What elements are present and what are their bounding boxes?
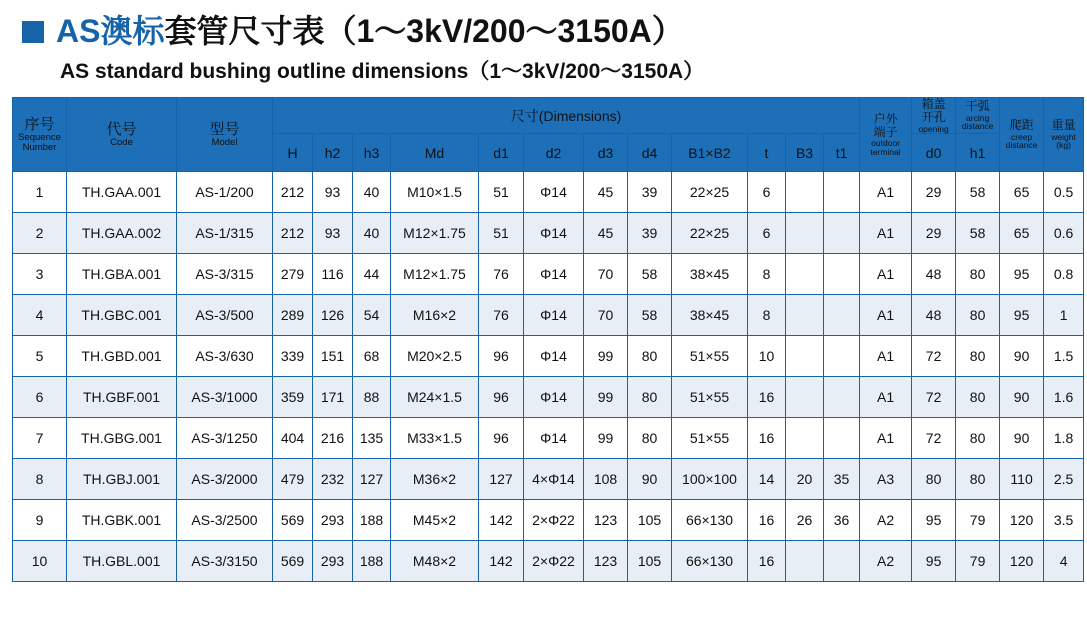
cell-b1b2: 22×25 (672, 213, 748, 254)
cell-h2: 93 (313, 172, 353, 213)
cell-code: TH.GBC.001 (67, 295, 177, 336)
cell-h3: 127 (353, 459, 391, 500)
cell-H: 569 (273, 500, 313, 541)
cell-Md: M16×2 (391, 295, 479, 336)
cell-weight: 1.6 (1044, 377, 1084, 418)
cell-d0: 80 (912, 459, 956, 500)
col-d3: d3 (584, 134, 628, 172)
cell-t: 8 (748, 295, 786, 336)
cell-d1: 51 (479, 172, 524, 213)
cell-no: 6 (13, 377, 67, 418)
cell-d4: 80 (628, 377, 672, 418)
cell-d2: Φ14 (524, 172, 584, 213)
cell-d1: 76 (479, 295, 524, 336)
cell-h3: 188 (353, 541, 391, 582)
cell-d3: 45 (584, 172, 628, 213)
square-bullet-icon (22, 21, 44, 43)
cell-B3 (786, 172, 824, 213)
table-head (13, 98, 1084, 172)
col-b3: B3 (786, 134, 824, 172)
dimensions-table (12, 97, 1084, 582)
cell-H: 212 (273, 213, 313, 254)
cell-d3: 99 (584, 418, 628, 459)
cell-Md: M36×2 (391, 459, 479, 500)
cell-h2: 216 (313, 418, 353, 459)
cell-H: 404 (273, 418, 313, 459)
cell-h3: 135 (353, 418, 391, 459)
cell-d2: Φ14 (524, 377, 584, 418)
cell-t1 (824, 377, 860, 418)
cell-h3: 40 (353, 172, 391, 213)
cell-model: AS-3/2000 (177, 459, 273, 500)
cell-d2: Φ14 (524, 295, 584, 336)
cell-t1 (824, 336, 860, 377)
cell-outdoor: A3 (860, 459, 912, 500)
cell-model: AS-3/500 (177, 295, 273, 336)
cell-no: 2 (13, 213, 67, 254)
cell-t1 (824, 213, 860, 254)
cell-h2: 171 (313, 377, 353, 418)
cell-d3: 45 (584, 213, 628, 254)
cell-outdoor: A1 (860, 213, 912, 254)
cell-t: 16 (748, 377, 786, 418)
cell-model: AS-3/1000 (177, 377, 273, 418)
cell-d0: 72 (912, 336, 956, 377)
cell-H: 339 (273, 336, 313, 377)
cell-code: TH.GBD.001 (67, 336, 177, 377)
cell-weight: 1.5 (1044, 336, 1084, 377)
title-main-black: 套管尺寸表（1～3kV/200～3150A） (164, 13, 684, 49)
cell-model: AS-1/200 (177, 172, 273, 213)
cell-h3: 54 (353, 295, 391, 336)
cell-b1b2: 51×55 (672, 377, 748, 418)
cell-creep: 90 (1000, 418, 1044, 459)
page-title (22, 14, 1075, 49)
cell-d1: 96 (479, 418, 524, 459)
col-model: 型号 Model (177, 98, 273, 172)
cell-d2: Φ14 (524, 254, 584, 295)
cell-h2: 126 (313, 295, 353, 336)
cell-t: 16 (748, 500, 786, 541)
cell-t: 16 (748, 418, 786, 459)
col-sequence-number: 序号 Sequence Number (13, 98, 67, 172)
title-subtitle: AS standard bushing outline dimensions（1～3kV/200～3150A） (60, 60, 705, 84)
col-t: t (748, 134, 786, 172)
cell-d2: Φ14 (524, 213, 584, 254)
cell-h1: 80 (956, 459, 1000, 500)
cell-h1: 79 (956, 541, 1000, 582)
table-row (13, 541, 1084, 582)
cell-t1 (824, 254, 860, 295)
cell-d4: 39 (628, 213, 672, 254)
table-row (13, 213, 1084, 254)
cell-h1: 80 (956, 336, 1000, 377)
cell-h2: 116 (313, 254, 353, 295)
cell-B3: 20 (786, 459, 824, 500)
cell-no: 5 (13, 336, 67, 377)
cell-creep: 95 (1000, 254, 1044, 295)
cell-b1b2: 66×130 (672, 500, 748, 541)
cell-d3: 70 (584, 295, 628, 336)
cell-outdoor: A1 (860, 336, 912, 377)
col-d0: d0 (912, 134, 956, 172)
cell-b1b2: 22×25 (672, 172, 748, 213)
col-d2: d2 (524, 134, 584, 172)
col-weight: 重量 weight (kg) (1044, 98, 1084, 172)
cell-creep: 65 (1000, 213, 1044, 254)
cell-weight: 3.5 (1044, 500, 1084, 541)
cell-t: 8 (748, 254, 786, 295)
cell-creep: 120 (1000, 500, 1044, 541)
col-d4: d4 (628, 134, 672, 172)
col-creep-distance: 爬距 creep distance (1000, 98, 1044, 172)
cell-outdoor: A2 (860, 541, 912, 582)
cell-Md: M33×1.5 (391, 418, 479, 459)
cell-Md: M48×2 (391, 541, 479, 582)
cell-d0: 48 (912, 295, 956, 336)
cell-creep: 65 (1000, 172, 1044, 213)
cell-t1: 35 (824, 459, 860, 500)
cell-h3: 44 (353, 254, 391, 295)
table-body (13, 172, 1084, 582)
cell-code: TH.GAA.001 (67, 172, 177, 213)
cell-t1 (824, 418, 860, 459)
table-row (13, 172, 1084, 213)
cell-d4: 105 (628, 541, 672, 582)
cell-d0: 29 (912, 172, 956, 213)
cell-outdoor: A1 (860, 295, 912, 336)
cell-Md: M45×2 (391, 500, 479, 541)
cell-d1: 142 (479, 541, 524, 582)
col-h1: h1 (956, 134, 1000, 172)
cell-weight: 4 (1044, 541, 1084, 582)
cell-d4: 58 (628, 295, 672, 336)
cell-H: 569 (273, 541, 313, 582)
cell-t1 (824, 541, 860, 582)
cell-h1: 80 (956, 254, 1000, 295)
table-row (13, 254, 1084, 295)
cell-d2: Φ14 (524, 336, 584, 377)
cell-d1: 96 (479, 377, 524, 418)
cell-h1: 80 (956, 295, 1000, 336)
cell-no: 8 (13, 459, 67, 500)
cell-H: 359 (273, 377, 313, 418)
table-row (13, 500, 1084, 541)
cell-weight: 1.8 (1044, 418, 1084, 459)
cell-outdoor: A1 (860, 172, 912, 213)
cell-code: TH.GBA.001 (67, 254, 177, 295)
cell-outdoor: A1 (860, 377, 912, 418)
cell-d3: 99 (584, 377, 628, 418)
cell-no: 7 (13, 418, 67, 459)
cell-t: 10 (748, 336, 786, 377)
cell-d4: 58 (628, 254, 672, 295)
cell-h2: 232 (313, 459, 353, 500)
col-b1b2: B1×B2 (672, 134, 748, 172)
cell-model: AS-1/315 (177, 213, 273, 254)
cell-b1b2: 38×45 (672, 295, 748, 336)
cell-h3: 40 (353, 213, 391, 254)
cell-t: 6 (748, 172, 786, 213)
cell-d0: 95 (912, 500, 956, 541)
cell-outdoor: A2 (860, 500, 912, 541)
cell-Md: M24×1.5 (391, 377, 479, 418)
cell-t1 (824, 295, 860, 336)
cell-weight: 0.5 (1044, 172, 1084, 213)
cell-model: AS-3/630 (177, 336, 273, 377)
cell-H: 479 (273, 459, 313, 500)
cell-d0: 95 (912, 541, 956, 582)
cell-h3: 88 (353, 377, 391, 418)
cell-t: 6 (748, 213, 786, 254)
cell-B3 (786, 541, 824, 582)
cell-h3: 68 (353, 336, 391, 377)
cell-no: 4 (13, 295, 67, 336)
cell-creep: 90 (1000, 377, 1044, 418)
cell-d3: 123 (584, 541, 628, 582)
cell-B3 (786, 336, 824, 377)
cell-t: 14 (748, 459, 786, 500)
cell-model: AS-3/3150 (177, 541, 273, 582)
col-md: Md (391, 134, 479, 172)
cell-t1: 36 (824, 500, 860, 541)
table-row (13, 377, 1084, 418)
cell-weight: 1 (1044, 295, 1084, 336)
cell-no: 9 (13, 500, 67, 541)
cell-d4: 80 (628, 418, 672, 459)
cell-B3 (786, 377, 824, 418)
cell-code: TH.GBK.001 (67, 500, 177, 541)
cell-code: TH.GAA.002 (67, 213, 177, 254)
col-h: H (273, 134, 313, 172)
cell-d0: 29 (912, 213, 956, 254)
cell-b1b2: 51×55 (672, 418, 748, 459)
cell-d2: 4×Φ14 (524, 459, 584, 500)
cell-code: TH.GBG.001 (67, 418, 177, 459)
cell-creep: 95 (1000, 295, 1044, 336)
cell-h1: 80 (956, 377, 1000, 418)
cell-outdoor: A1 (860, 254, 912, 295)
cell-B3 (786, 213, 824, 254)
cell-Md: M20×2.5 (391, 336, 479, 377)
table-row (13, 418, 1084, 459)
cell-creep: 110 (1000, 459, 1044, 500)
cell-d1: 51 (479, 213, 524, 254)
table-header-row-group (13, 98, 1084, 134)
cell-d0: 72 (912, 377, 956, 418)
cell-d1: 142 (479, 500, 524, 541)
cell-Md: M12×1.75 (391, 213, 479, 254)
table-row (13, 295, 1084, 336)
cell-B3: 26 (786, 500, 824, 541)
cell-d3: 108 (584, 459, 628, 500)
col-h2: h2 (313, 134, 353, 172)
cell-H: 279 (273, 254, 313, 295)
title-main (56, 14, 684, 49)
cell-B3 (786, 418, 824, 459)
col-h3: h3 (353, 134, 391, 172)
cell-d4: 80 (628, 336, 672, 377)
table-row (13, 336, 1084, 377)
cell-h2: 293 (313, 541, 353, 582)
col-code: 代号 Code (67, 98, 177, 172)
cell-d1: 127 (479, 459, 524, 500)
cell-b1b2: 100×100 (672, 459, 748, 500)
cell-Md: M10×1.5 (391, 172, 479, 213)
cell-model: AS-3/2500 (177, 500, 273, 541)
cell-creep: 120 (1000, 541, 1044, 582)
cell-no: 1 (13, 172, 67, 213)
cell-h1: 79 (956, 500, 1000, 541)
cell-t: 16 (748, 541, 786, 582)
cell-weight: 2.5 (1044, 459, 1084, 500)
cell-h1: 58 (956, 213, 1000, 254)
cell-h2: 151 (313, 336, 353, 377)
cell-d3: 99 (584, 336, 628, 377)
cell-no: 10 (13, 541, 67, 582)
cell-outdoor: A1 (860, 418, 912, 459)
cell-d0: 48 (912, 254, 956, 295)
col-dimensions-group: 尺寸(Dimensions) (273, 98, 860, 134)
col-d1: d1 (479, 134, 524, 172)
col-opening-group: 箱盖 开孔 opening (912, 98, 956, 134)
cell-d4: 39 (628, 172, 672, 213)
cell-no: 3 (13, 254, 67, 295)
cell-code: TH.GBJ.001 (67, 459, 177, 500)
cell-t1 (824, 172, 860, 213)
cell-code: TH.GBL.001 (67, 541, 177, 582)
cell-d2: 2×Φ22 (524, 500, 584, 541)
cell-d0: 72 (912, 418, 956, 459)
cell-d1: 76 (479, 254, 524, 295)
cell-h2: 93 (313, 213, 353, 254)
table-row (13, 459, 1084, 500)
col-arcing-group: 干弧 arcing distance (956, 98, 1000, 134)
cell-H: 289 (273, 295, 313, 336)
cell-Md: M12×1.75 (391, 254, 479, 295)
cell-b1b2: 66×130 (672, 541, 748, 582)
col-outdoor-terminal: 户外 端子 outdoor terminal (860, 98, 912, 172)
cell-d2: Φ14 (524, 418, 584, 459)
cell-b1b2: 51×55 (672, 336, 748, 377)
cell-h1: 80 (956, 418, 1000, 459)
cell-h2: 293 (313, 500, 353, 541)
col-t1: t1 (824, 134, 860, 172)
cell-weight: 0.6 (1044, 213, 1084, 254)
cell-d2: 2×Φ22 (524, 541, 584, 582)
cell-d1: 96 (479, 336, 524, 377)
cell-h1: 58 (956, 172, 1000, 213)
cell-creep: 90 (1000, 336, 1044, 377)
cell-model: AS-3/315 (177, 254, 273, 295)
cell-h3: 188 (353, 500, 391, 541)
cell-d3: 123 (584, 500, 628, 541)
title-main-blue: AS澳标 (56, 13, 165, 49)
cell-code: TH.GBF.001 (67, 377, 177, 418)
cell-B3 (786, 295, 824, 336)
cell-H: 212 (273, 172, 313, 213)
cell-b1b2: 38×45 (672, 254, 748, 295)
cell-d4: 105 (628, 500, 672, 541)
cell-weight: 0.8 (1044, 254, 1084, 295)
cell-model: AS-3/1250 (177, 418, 273, 459)
cell-d4: 90 (628, 459, 672, 500)
cell-B3 (786, 254, 824, 295)
cell-d3: 70 (584, 254, 628, 295)
